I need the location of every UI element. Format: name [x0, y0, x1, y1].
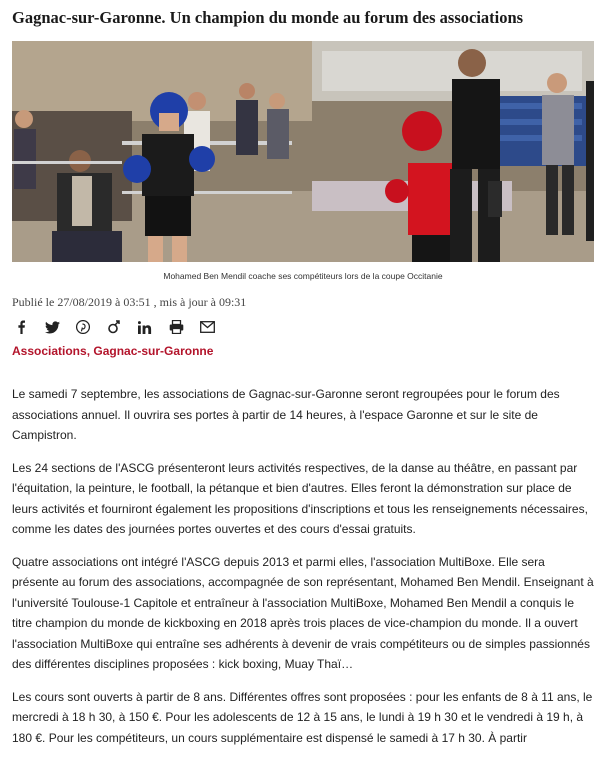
publish-date: Publié le 27/08/2019 à 03:51 , mis à jour à 09:31	[12, 295, 247, 309]
share-bar	[12, 318, 229, 336]
article-paragraph: Les 24 sections de l'ASCG présenteront leurs activités respectives, de la danse au théâtre, en passant par l'équitation, la peinture, le football, la pétanque et bien d'autres. Elles feront la démonstration sur place de leurs activités et fourniront également les propositions d'inscriptions et tous les renseignements nécessaires, comme les dates des journées portes ouvertes et des cours d'essai gratuits.	[12, 460, 588, 536]
facebook-icon[interactable]	[12, 318, 30, 336]
article-paragraph: Les cours sont ouverts à partir de 8 ans. Différentes offres sont proposées : pour les enfants de 8 à 11 ans, le mercredi à 18 h 30, à 150 €. Pour les adolescents de 12 à 15 ans, le lundi à 19 h 30 et le vendredi à 19 h, à 180 €. Pour les compétiteurs, un cours supplémentaire est dispensé le samedi à 17 h 30. À partir	[12, 689, 593, 745]
fark-icon[interactable]	[105, 318, 123, 336]
tag-separator: ,	[86, 344, 94, 358]
photo-caption: Mohamed Ben Mendil coache ses compétiteurs lors de la coupe Occitanie	[163, 271, 443, 281]
article-paragraph: Quatre associations ont intégré l'ASCG depuis 2013 et parmi elles, l'association MultiBoxe. Elle sera présente au forum des associations, accompagnée de son représentant, Mohamed Ben Mendil. Enseignant à l'université Toulouse-1 Capitole et entraîneur à l'association MultiBoxe, Mohamed Ben Mendil a conquis le titre champion du monde de kickboxing en 2018 après trois places de vice-champion du monde. Il a ouvert l'association MultiBoxe qui entraîne ses adhérents à devenir de vrais compétiteurs ou de simples passionnés des différentes disciplines proposées : kick boxing, Muay Thaï…	[12, 554, 594, 671]
pinterest-icon[interactable]	[74, 318, 92, 336]
article-photo	[12, 41, 594, 262]
article-title: Gagnac-sur-Garonne. Un champion du monde au forum des associations	[12, 8, 524, 27]
tag-gagnac-sur-garonne[interactable]: Gagnac-sur-Garonne	[93, 344, 214, 358]
article-body	[12, 384, 594, 760]
tag-associations[interactable]: Associations	[12, 344, 87, 358]
email-icon[interactable]	[198, 318, 216, 336]
print-icon[interactable]	[167, 318, 185, 336]
article-tags	[12, 344, 213, 358]
linkedin-icon[interactable]	[136, 318, 154, 336]
twitter-icon[interactable]	[43, 318, 61, 336]
article-paragraph: Le samedi 7 septembre, les associations de Gagnac-sur-Garonne seront regroupées pour le forum des associations annuel. Il ouvrira ses portes à partir de 14 heures, à l'espace Garonne et sur le site de Campistron.	[12, 387, 560, 442]
